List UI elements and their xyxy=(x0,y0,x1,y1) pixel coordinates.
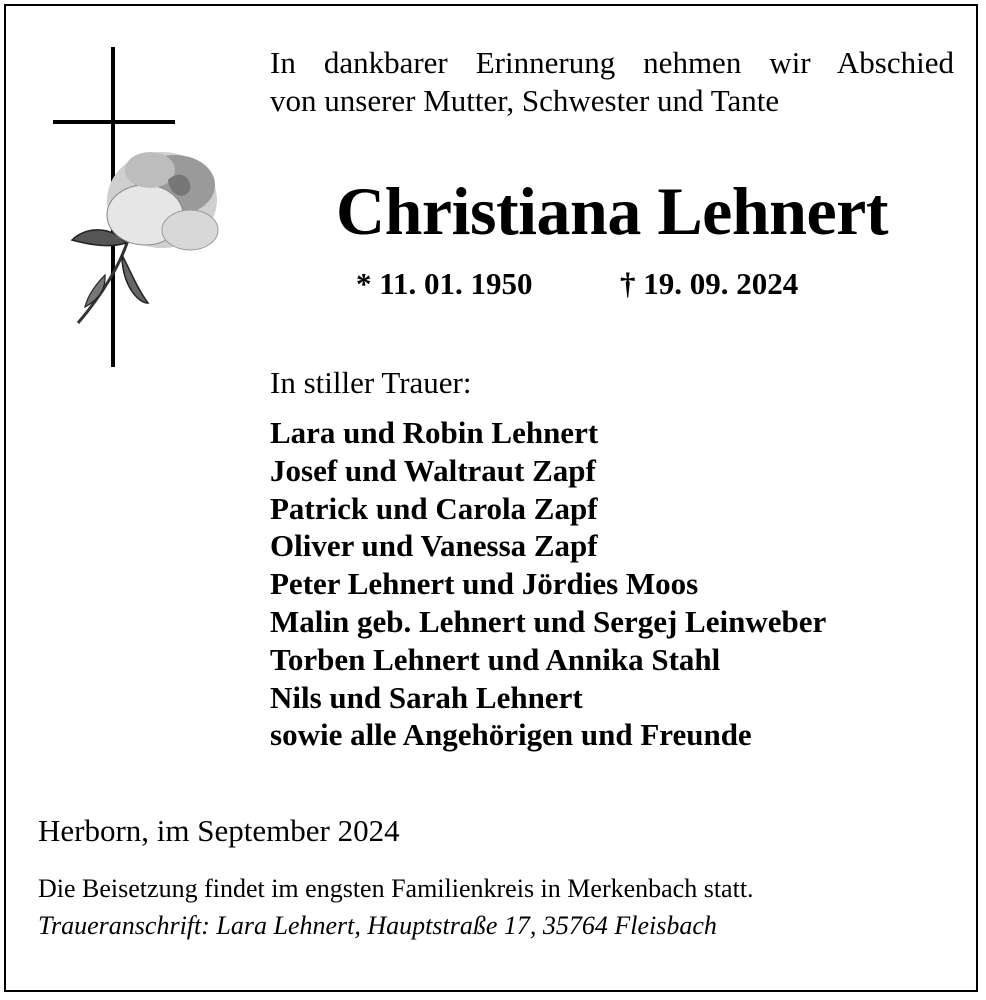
mourner-item: Nils und Sarah Lehnert xyxy=(270,679,583,715)
death-date: † 19. 09. 2024 xyxy=(620,266,799,301)
mourner-item: Malin geb. Lehnert und Sergej Leinweber xyxy=(270,603,827,639)
mourners-list xyxy=(270,414,826,754)
deceased-name: Christiana Lehnert xyxy=(336,173,888,249)
mourning-address: Traueranschrift: Lara Lehnert, Hauptstraße 17, 35764 Fleisbach xyxy=(38,911,717,940)
mourner-item: Oliver und Vanessa Zapf xyxy=(270,528,598,564)
mourning-label: In stiller Trauer: xyxy=(270,365,472,400)
mourner-item: Patrick und Carola Zapf xyxy=(270,490,598,526)
intro-line-1: In dankbarer Erinnerung nehmen wir Abschied xyxy=(270,45,954,80)
cross-with-rose-icon xyxy=(50,45,230,370)
intro-text xyxy=(270,44,954,120)
intro-line-2: von unserer Mutter, Schwester und Tante xyxy=(270,83,780,118)
burial-note: Die Beisetzung findet im engsten Familienkreis in Merkenbach statt. xyxy=(38,874,754,903)
mourner-item: Peter Lehnert und Jördies Moos xyxy=(270,566,699,602)
mourner-item: Lara und Robin Lehnert xyxy=(270,415,599,450)
mourner-item: Torben Lehnert und Annika Stahl xyxy=(270,641,721,677)
mourner-item: Josef und Waltraut Zapf xyxy=(270,452,596,488)
mourner-item: sowie alle Angehörigen und Freunde xyxy=(270,717,752,753)
birth-date: * 11. 01. 1950 xyxy=(356,266,533,301)
place-date: Herborn, im September 2024 xyxy=(38,813,400,848)
